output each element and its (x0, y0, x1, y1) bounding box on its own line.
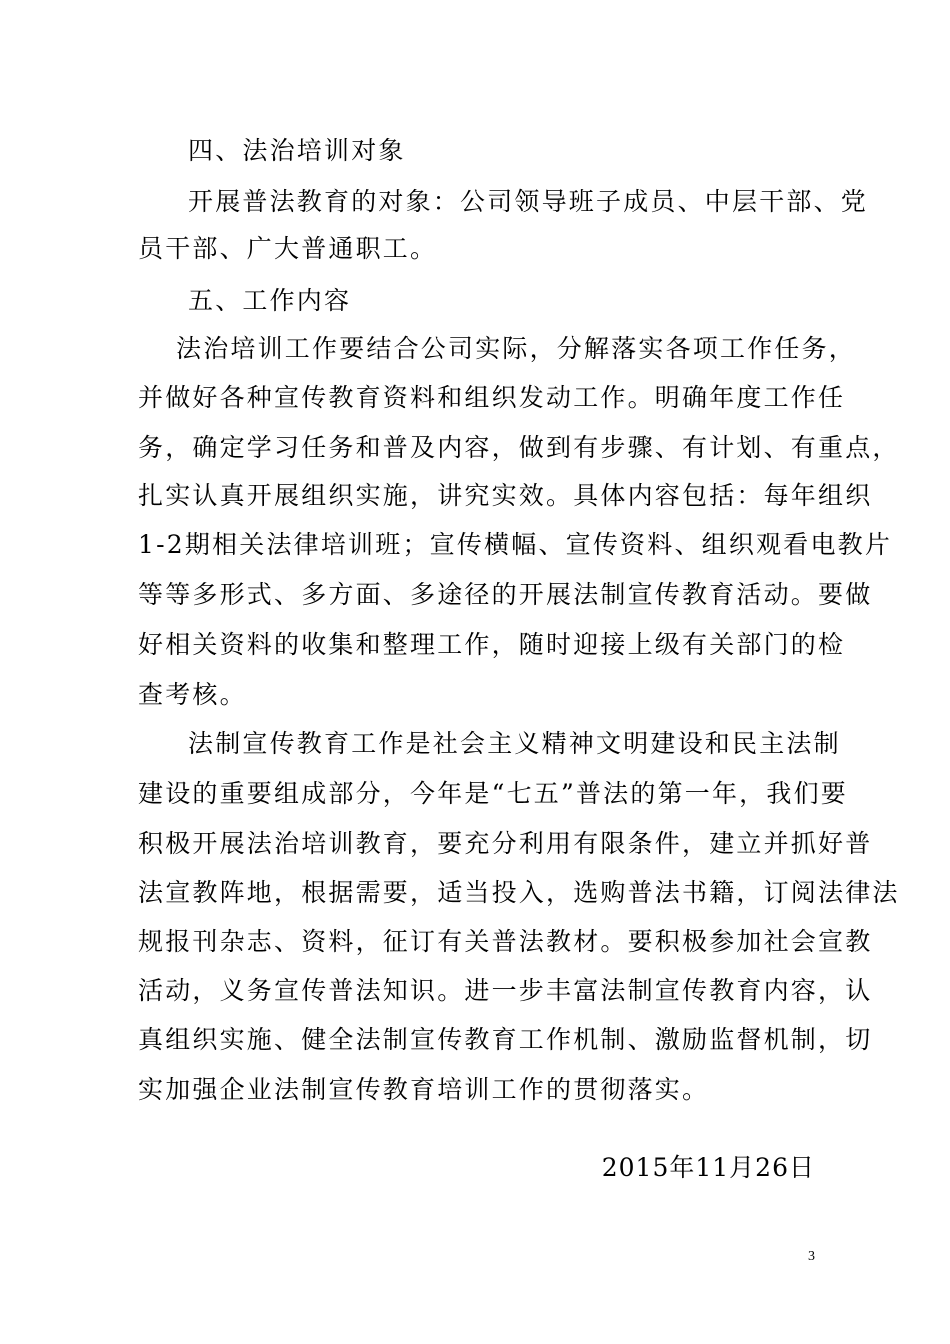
paragraph-line: 真组织实施、健全法制宣传教育工作机制、激励监督机制，切 (138, 1025, 873, 1054)
paragraph-line: 好相关资料的收集和整理工作，随时迎接上级有关部门的检 (138, 630, 846, 659)
heading-work-content: 五、工作内容 (188, 286, 352, 315)
paragraph-line: 开展普法教育的对象：公司领导班子成员、中层干部、党 (188, 187, 869, 216)
paragraph-line: 活动，义务宣传普法知识。进一步丰富法制宣传教育内容，认 (138, 976, 873, 1005)
paragraph-line: 员干部、广大普通职工。 (138, 234, 438, 263)
paragraph-line: 实加强企业法制宣传教育培训工作的贯彻落实。 (138, 1075, 710, 1104)
paragraph-line: 法制宣传教育工作是社会主义精神文明建设和民主法制 (188, 729, 841, 758)
heading-training-targets: 四、法治培训对象 (188, 136, 406, 165)
paragraph-line: 建设的重要组成部分，今年是“七五”普法的第一年，我们要 (138, 779, 848, 808)
paragraph-line: 法宣教阵地，根据需要，适当投入，选购普法书籍，订阅法律法 (138, 878, 900, 907)
page-number: 3 (808, 1249, 815, 1264)
paragraph-line: 务，确定学习任务和普及内容，做到有步骤、有计划、有重点， (138, 433, 900, 462)
paragraph-line: 并做好各种宣传教育资料和组织发动工作。明确年度工作任 (138, 383, 846, 412)
paragraph-line: 扎实认真开展组织实施，讲究实效。具体内容包括：每年组织 (138, 481, 873, 510)
paragraph-line: 积极开展法治培训教育，要充分利用有限条件，建立并抓好普 (138, 829, 873, 858)
paragraph-line: 规报刊杂志、资料，征订有关普法教材。要积极参加社会宣教 (138, 927, 873, 956)
paragraph-line: 法治培训工作要结合公司实际，分解落实各项工作任务， (176, 334, 857, 363)
document-date: 2015年11月26日 (601, 1153, 815, 1182)
paragraph-line: 等等多形式、多方面、多途径的开展法制宣传教育活动。要做 (138, 580, 873, 609)
paragraph-line: 1-2期相关法律培训班；宣传横幅、宣传资料、组织观看电教片 (138, 530, 893, 559)
paragraph-line: 查考核。 (138, 680, 247, 709)
